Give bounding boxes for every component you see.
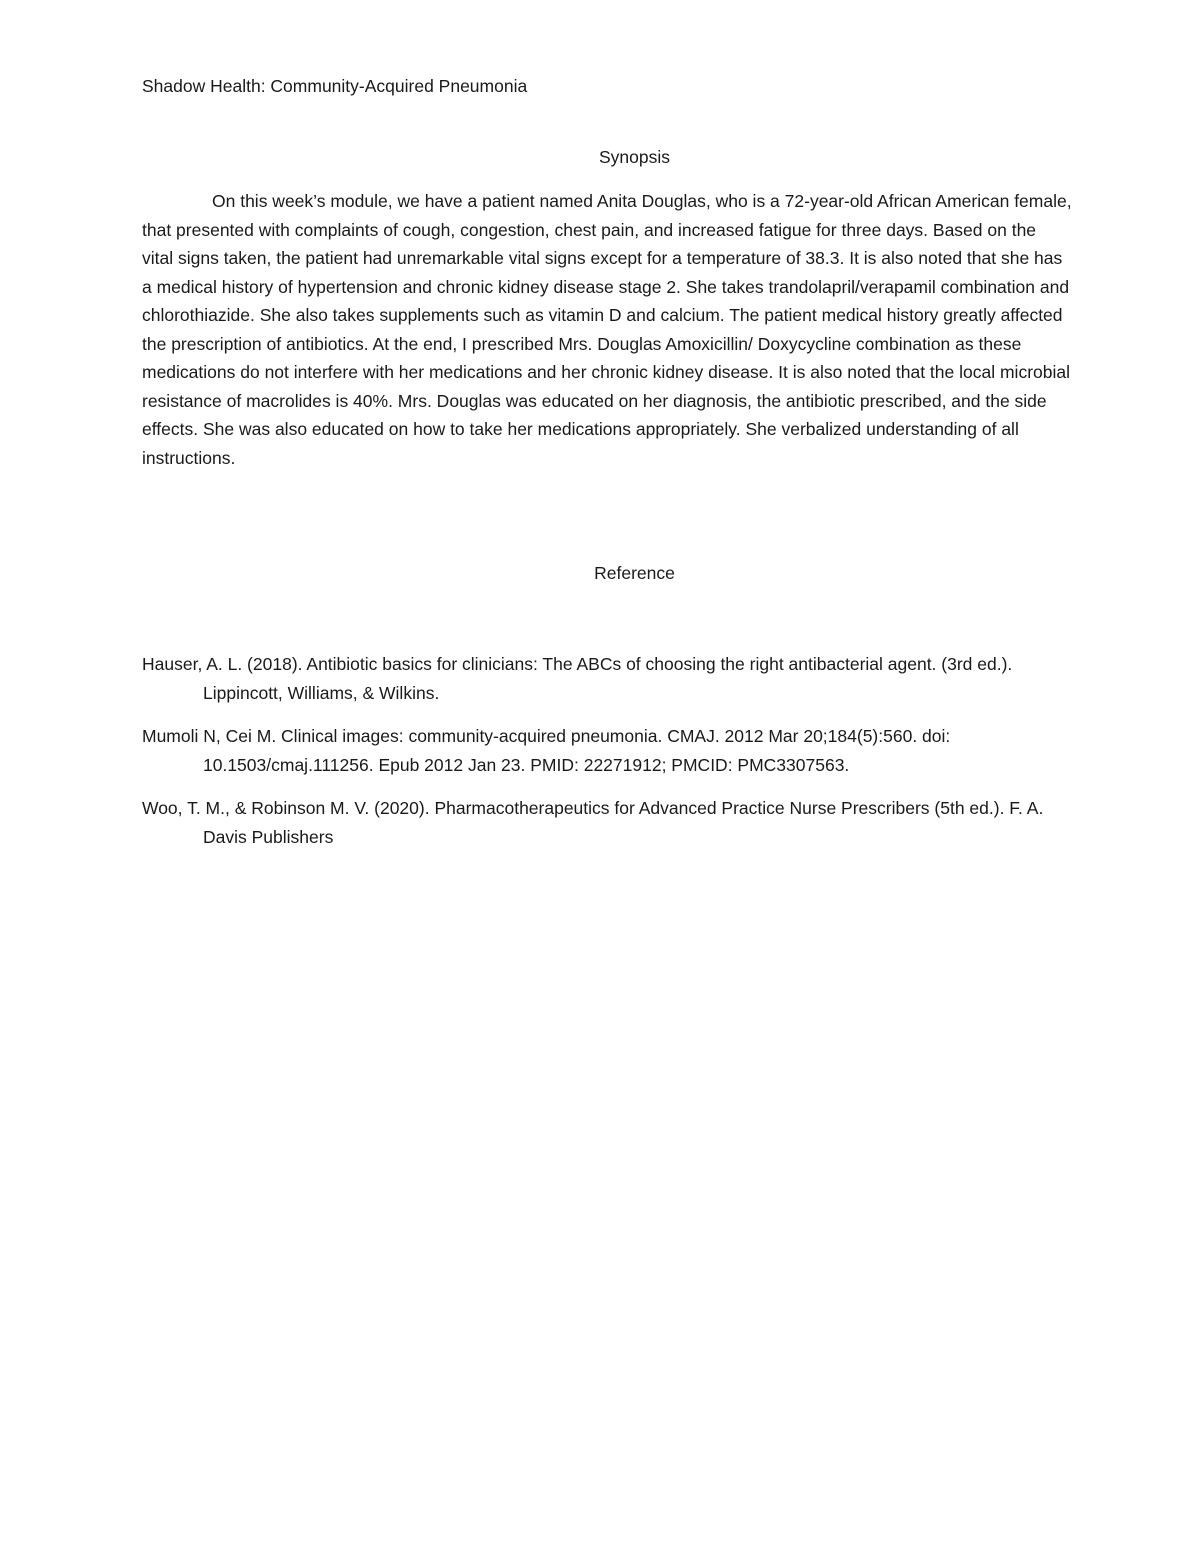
synopsis-paragraph: On this week’s module, we have a patient named Anita Douglas, who is a 72-year-old African American female, that presented with complaints of cough, congestion, chest pain, and increased fatigue for three days. Based on the vital signs taken, the patient had unremarkable vital signs except for a temperature of 38.3. It is also noted that she has a medical history of hypertension and chronic kidney disease stage 2. She takes trandolapril/verapamil combination and chlorothiazide. She also takes supplements such as vitamin D and calcium. The patient medical history greatly affected the prescription of antibiotics. At the end, I prescribed Mrs. Douglas Amoxicillin/ Doxycycline combination as these medications do not interfere with her medications and her chronic kidney disease. It is also noted that the local microbial resistance of macrolides is 40%. Mrs. Douglas was educated on her diagnosis, the antibiotic prescribed, and the side effects. She was also educated on how to take her medications appropriately. She verbalized understanding of all instructions. [142, 191, 1072, 468]
reference-heading: Reference [594, 563, 675, 583]
reference-item-woo: Woo, T. M., & Robinson M. V. (2020). Pharmacotherapeutics for Advanced Practice Nurse Prescribers (5th ed.). F. A. Davis Publishers [142, 798, 1044, 847]
reference-item-mumoli: Mumoli N, Cei M. Clinical images: community-acquired pneumonia. CMAJ. 2012 Mar 20;184(5):560. doi: 10.1503/cmaj.111256. Epub 2012 Jan 23. PMID: 22271912; PMCID: PMC3307563. [142, 726, 951, 775]
reference-list [142, 650, 1072, 866]
document-title: Shadow Health: Community-Acquired Pneumonia [142, 76, 528, 96]
reference-item-hauser: Hauser, A. L. (2018). Antibiotic basics for clinicians: The ABCs of choosing the right antibacterial agent. (3rd ed.). Lippincott, Williams, & Wilkins. [142, 654, 1013, 703]
synopsis-heading: Synopsis [598, 147, 670, 167]
